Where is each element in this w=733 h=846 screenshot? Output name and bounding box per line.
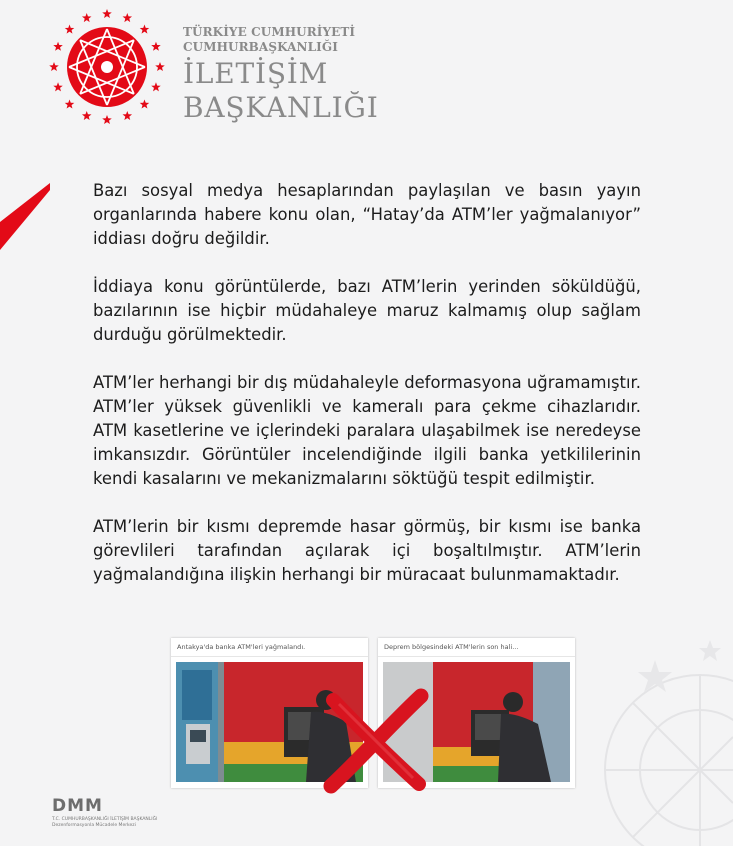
emblem-star bbox=[140, 99, 150, 108]
emblem-star bbox=[102, 9, 112, 18]
evidence-screenshots bbox=[171, 638, 575, 788]
brand-line-3: İLETİŞİM bbox=[183, 57, 329, 90]
emblem-star bbox=[123, 13, 133, 22]
paragraph-4: ATM’lerin bir kısmı depremde hasar görmüş, bir kısmı ise banka görevlileri tarafından açılarak içi boşaltılmıştır. ATM’lerin yağmalandığına ilişkin herhangi bir müracaat bulunmamaktadır. bbox=[93, 517, 641, 584]
brand-line-2: CUMHURBAŞKANLIĞI bbox=[183, 40, 338, 54]
dmm-subtitle-2: Dezenformasyonla Mücadele Merkezi bbox=[52, 823, 136, 828]
emblem-star bbox=[65, 99, 75, 108]
brand-line-1: TÜRKİYE CUMHURİYETİ bbox=[183, 25, 356, 39]
dmm-subtitle-1: T.C. CUMHURBAŞKANLIĞI İLETİŞİM BAŞKANLIĞI bbox=[52, 817, 158, 822]
emblem-star bbox=[49, 62, 59, 71]
emblem-star bbox=[53, 42, 63, 51]
emblem-star bbox=[151, 82, 161, 91]
emblem-star bbox=[123, 111, 133, 120]
paragraph-1: Bazı sosyal medya hesaplarından paylaşılan ve basın yayın organlarında habere konu olan, “Hatay’da ATM’ler yağmalanıyor” iddiası doğru değildir. bbox=[93, 181, 641, 248]
paragraph-3: ATM’ler herhangi bir dış müdahaleyle deformasyona uğramamıştır. ATM’ler yüksek güvenlikli ve kameralı para çekme cihazlarıdır. ATM kasetlerine ve içlerindeki paralara ulaşabilmek ise neredeyse imkansızdır. Görüntüler incelendiğinde ilgili banka yetkililerinin kendi kasalarını ve mekanizmalarını söktüğü tespit edilmiştir. bbox=[93, 373, 641, 488]
screenshot-caption: Deprem bölgesindeki ATM'lerin son hali... bbox=[378, 638, 575, 657]
emblem-star bbox=[155, 62, 165, 71]
emblem-star bbox=[53, 82, 63, 91]
emblem-star bbox=[151, 42, 161, 51]
emblem-star bbox=[65, 25, 75, 34]
red-cross-icon bbox=[321, 686, 431, 796]
statement-body bbox=[93, 179, 641, 611]
emblem-star bbox=[82, 13, 92, 22]
emblem-star bbox=[82, 111, 92, 120]
dmm-logo bbox=[52, 796, 157, 829]
brand-line-4: BAŞKANLIĞI bbox=[183, 91, 379, 124]
institution-name bbox=[183, 25, 379, 125]
dmm-logo-text: DMM bbox=[52, 796, 103, 816]
presidential-emblem-icon bbox=[48, 8, 166, 126]
emblem-star bbox=[102, 115, 112, 124]
screenshot-caption: Antakya'da banka ATM'leri yağmalandı. bbox=[171, 638, 368, 657]
header bbox=[48, 8, 379, 128]
paragraph-2: İddiaya konu görüntülerde, bazı ATM’lerin yerinden söküldüğü, bazılarının ise hiçbir müdahaleye maruz kalmamış olup sağlam durduğu görülmektedir. bbox=[93, 277, 641, 344]
emblem-star bbox=[140, 25, 150, 34]
decorative-emblem-watermark bbox=[580, 600, 733, 846]
